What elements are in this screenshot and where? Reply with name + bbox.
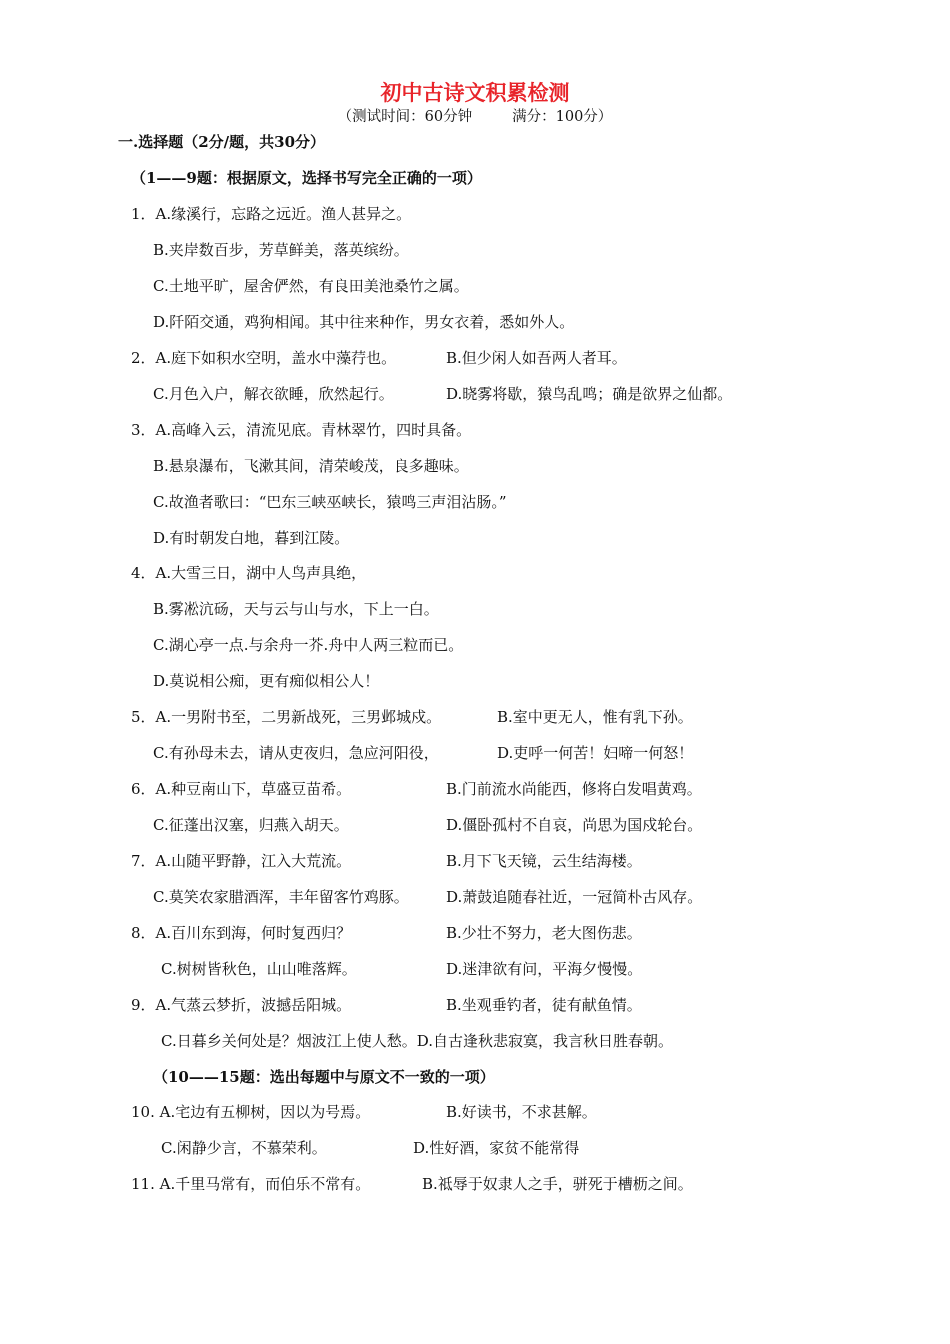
q5-option-b: B.室中更无人，惟有乳下孙。 bbox=[497, 708, 693, 726]
q7-option-b: B.月下飞天镜，云生结海楼。 bbox=[446, 852, 642, 870]
q6-option-b: B.门前流水尚能西，修将白发唱黄鸡。 bbox=[446, 780, 702, 798]
document-title: 初中古诗文积累检测 bbox=[380, 80, 570, 105]
q5-option-d: D.吏呼一何苦！妇啼一何怒！ bbox=[497, 744, 694, 762]
section-heading: 一.选择题（2分/题，共30分） bbox=[118, 133, 326, 151]
q10-option-a: 10. A.宅边有五柳树，因以为号焉。 bbox=[131, 1103, 371, 1121]
q3-option-c: C.故渔者歌曰：“巴东三峡巫峡长，猿鸣三声泪沾肠。” bbox=[153, 493, 507, 511]
q5-option-c: C.有孙母未去，请从吏夜归，急应河阳役， bbox=[153, 744, 439, 762]
q2-option-a: 2．A.庭下如积水空明，盖水中藻荇也。 bbox=[131, 349, 397, 367]
q9-option-c-d: C.日暮乡关何处是？烟波江上使人愁。D.自古逢秋悲寂寞，我言秋日胜春朝。 bbox=[161, 1032, 673, 1050]
q8-option-b: B.少壮不努力，老大图伤悲。 bbox=[446, 924, 642, 942]
instruction-1-9: （1——9题：根据原文，选择书写完全正确的一项） bbox=[131, 169, 482, 187]
q1-option-b: B.夹岸数百步，芳草鲜美，落英缤纷。 bbox=[153, 241, 409, 259]
full-score: 满分：100分） bbox=[512, 109, 613, 125]
q1-option-c: C.土地平旷，屋舍俨然，有良田美池桑竹之属。 bbox=[153, 277, 469, 295]
q2-option-c: C.月色入户，解衣欲睡，欣然起行。 bbox=[153, 385, 394, 403]
q10-option-c: C.闲静少言，不慕荣利。 bbox=[161, 1139, 327, 1157]
q2-option-d: D.晓雾将歇，猿鸟乱鸣；确是欲界之仙都。 bbox=[446, 385, 733, 403]
q8-option-c: C.树树皆秋色，山山唯落辉。 bbox=[161, 960, 357, 978]
q5-option-a: 5．A.一男附书至，二男新战死，三男邺城戍。 bbox=[131, 708, 442, 726]
q3-option-a: 3．A.高峰入云，清流见底。青林翠竹，四时具备。 bbox=[131, 421, 472, 439]
q6-option-c: C.征蓬出汉塞，归燕入胡天。 bbox=[153, 816, 349, 834]
q2-option-b: B.但少闲人如吾两人者耳。 bbox=[446, 349, 627, 367]
q10-option-b: B.好读书，不求甚解。 bbox=[446, 1103, 597, 1121]
q8-option-a: 8．A.百川东到海，何时复西归？ bbox=[131, 924, 352, 942]
q4-option-c: C.湖心亭一点.与余舟一芥.舟中人两三粒而已。 bbox=[153, 636, 464, 654]
document-subtitle bbox=[0, 107, 950, 127]
q8-option-d: D.迷津欲有问，平海夕慢慢。 bbox=[446, 960, 643, 978]
test-time: （测试时间：60分钟 bbox=[337, 109, 473, 125]
q4-option-b: B.雾凇沆砀，天与云与山与水，下上一白。 bbox=[153, 600, 439, 618]
q9-option-b: B.坐观垂钓者，徒有献鱼情。 bbox=[446, 996, 642, 1014]
q10-option-d: D.性好酒，家贫不能常得 bbox=[413, 1139, 580, 1157]
q7-option-d: D.萧鼓追随春社近，一冠简朴古风存。 bbox=[446, 888, 703, 906]
q1-option-a: 1．A.缘溪行，忘路之远近。渔人甚异之。 bbox=[131, 205, 412, 223]
q7-option-a: 7．A.山随平野静，江入大荒流。 bbox=[131, 852, 352, 870]
q7-option-c: C.莫笑农家腊酒浑，丰年留客竹鸡豚。 bbox=[153, 888, 409, 906]
q1-option-d: D.阡陌交通，鸡狗相闻。其中往来种作，男女衣着，悉如外人。 bbox=[153, 313, 575, 331]
instruction-10-15: （10——15题：选出每题中与原文不一致的一项） bbox=[153, 1068, 495, 1086]
q11-option-b: B.祗辱于奴隶人之手，骈死于槽枥之间。 bbox=[422, 1175, 693, 1193]
q6-option-a: 6．A.种豆南山下，草盛豆苗希。 bbox=[131, 780, 352, 798]
q6-option-d: D.僵卧孤村不自哀，尚思为国戍轮台。 bbox=[446, 816, 703, 834]
q3-option-b: B.悬泉瀑布，飞漱其间，清荣峻茂，良多趣味。 bbox=[153, 457, 469, 475]
q4-option-a: 4．A.大雪三日，湖中人鸟声具绝， bbox=[131, 564, 367, 582]
q11-option-a: 11. A.千里马常有，而伯乐不常有。 bbox=[131, 1175, 371, 1193]
q9-option-a: 9．A.气蒸云梦折，波撼岳阳城。 bbox=[131, 996, 352, 1014]
q4-option-d: D.莫说相公痴，更有痴似相公人！ bbox=[153, 672, 380, 690]
q3-option-d: D.有时朝发白地，暮到江陵。 bbox=[153, 529, 350, 547]
